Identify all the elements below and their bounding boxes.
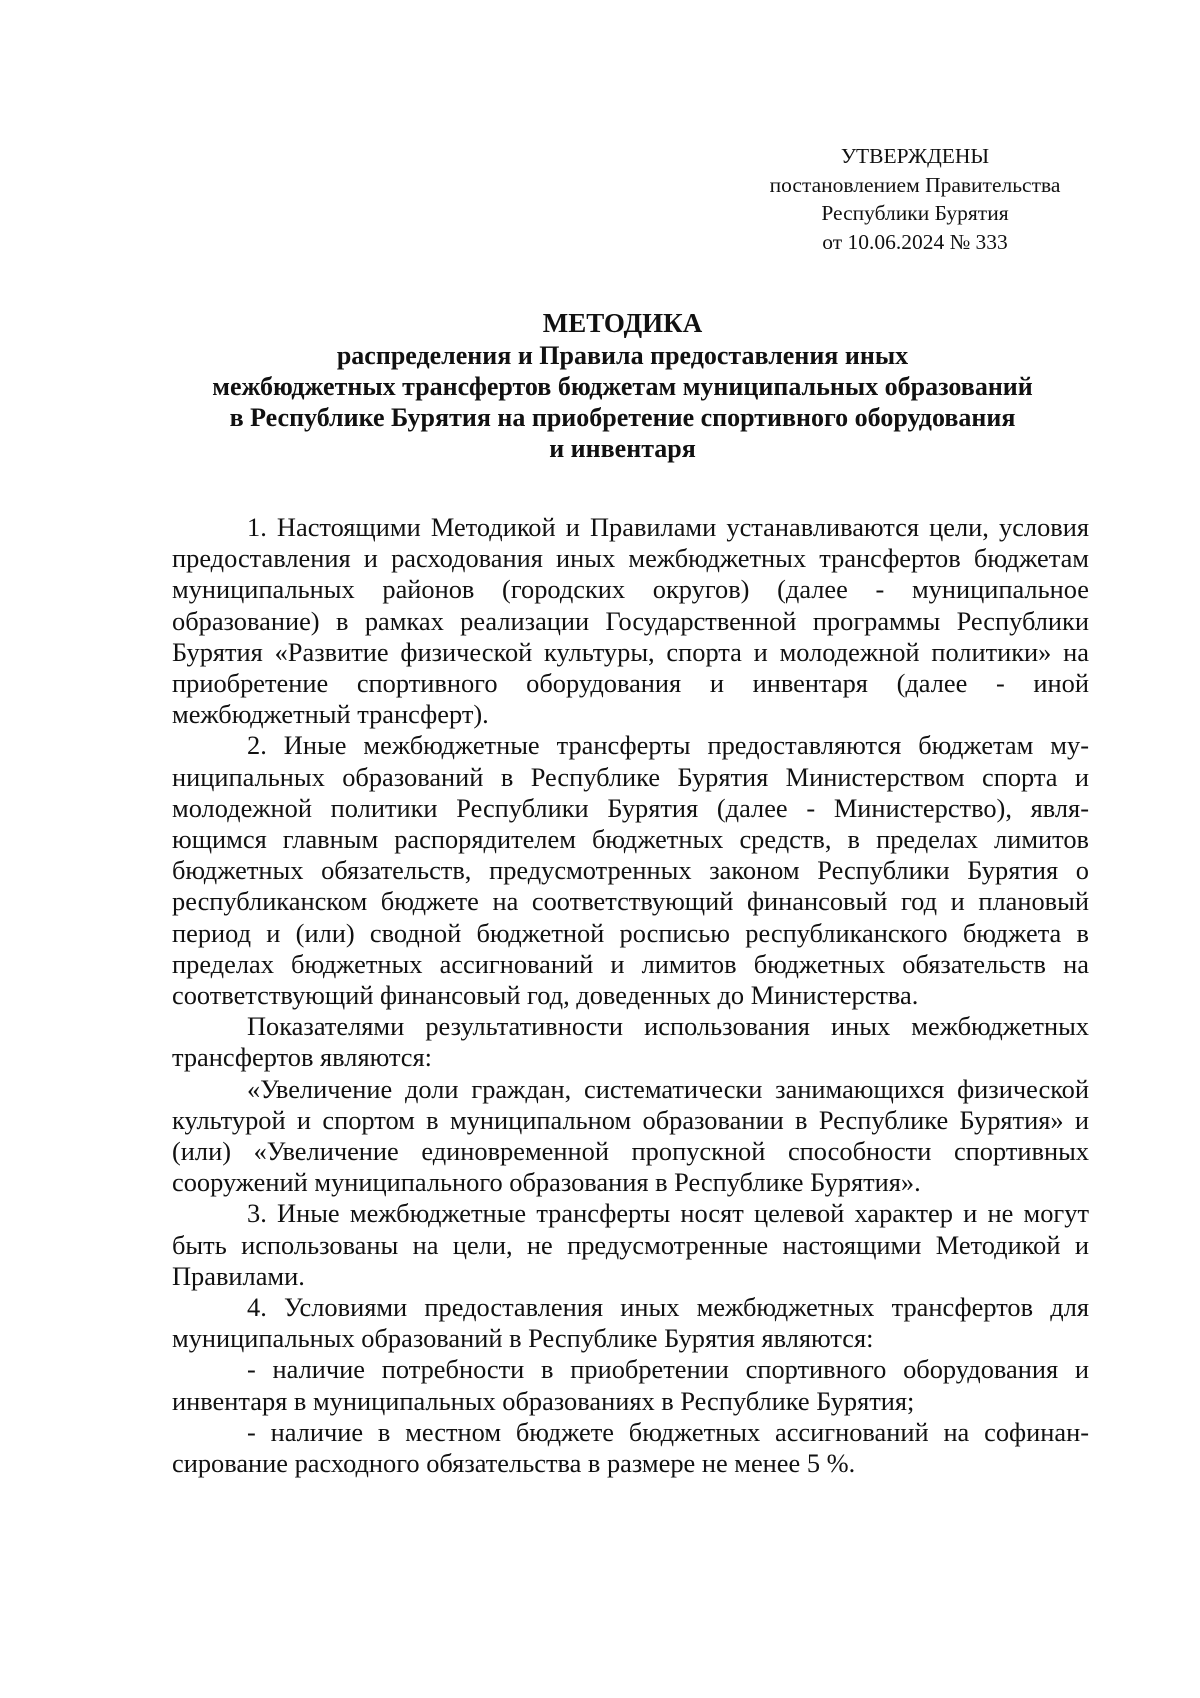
paragraph-indicators: Показателями результативности использования иных межбюджетных трансфертов являются:: [172, 1011, 1089, 1073]
paragraph-indicators-list: «Увеличение доли граждан, систематически занимающихся физической культурой и спортом в муниципальном образовании в Республике Бурятия» и (или) «Увеличение единовременной пропускной способности спортивных сооружений муниципального образования в Республике Бурятия».: [172, 1073, 1089, 1198]
approval-date-number: от 10.06.2024 № 333: [822, 229, 1008, 254]
document-title: [165, 308, 1080, 464]
approval-heading: УТВЕРЖДЕНЫ: [840, 144, 990, 168]
paragraph-4: 4. Условиями предоставления иных межбюджетных трансфертов для муниципальных образований в Республике Бурятия являются:: [172, 1292, 1089, 1354]
title-line: и инвентаря: [549, 434, 696, 463]
approval-decree: постановлением Правительства: [769, 172, 1061, 197]
paragraph-condition-2: - наличие в местном бюджете бюджетных ассигнований на софинансирование расходного обязательства в размере не менее 5 %.: [172, 1416, 1089, 1479]
title-line: распределения и Правила предоставления иных: [336, 341, 909, 370]
paragraph-condition-1: - наличие потребности в приобретении спортивного оборудования и инвентаря в муниципальных образованиях в Республике Бурятия;: [172, 1354, 1089, 1416]
paragraph-1: 1. Настоящими Методикой и Правилами устанавливаются цели, условия предоставления и расходования иных межбюджетных трансфертов бюджетам муниципальных районов (городских округов) (далее - муниципальное образование) в рамках реализации Государственной программы Республики Бурятия «Развитие физической культуры, спорта и молодежной политики» на приобретение спортивного оборудования и инвентаря (далее - иной межбюджетный трансферт).: [172, 512, 1089, 730]
title-line: в Республике Бурятия на приобретение спортивного оборудования: [229, 403, 1016, 432]
paragraph-3: 3. Иные межбюджетные трансферты носят целевой характер и не могут быть использованы на цели, не предусмотренные настоящими Методикой и Правилами.: [172, 1198, 1089, 1291]
document-body: [172, 512, 1089, 1479]
paragraph-2: 2. Иные межбюджетные трансферты предоставляются бюджетам муниципальных образований в Республике Бурятия Министерством спорта и молодежной политики Республики Бурятия (далее - Министерство), являющимся главным распорядителем бюджетных средств, в пределах лимитов бюджетных обязательств, предусмотренных законом Республики Бурятия о республиканском бюджете на соответствующий финансовый год и плановый период и (или) сводной бюджетной росписью республиканского бюджета в пределах бюджетных ассигнований и лимитов бюджетных обязательств на соответствующий финансовый год, доведенных до Министерства.: [172, 730, 1089, 1011]
title-main: МЕТОДИКА: [542, 308, 703, 338]
title-line: межбюджетных трансфертов бюджетам муниципальных образований: [212, 372, 1033, 401]
approval-stamp: [735, 142, 1095, 256]
approval-region: Республики Бурятия: [821, 201, 1009, 225]
